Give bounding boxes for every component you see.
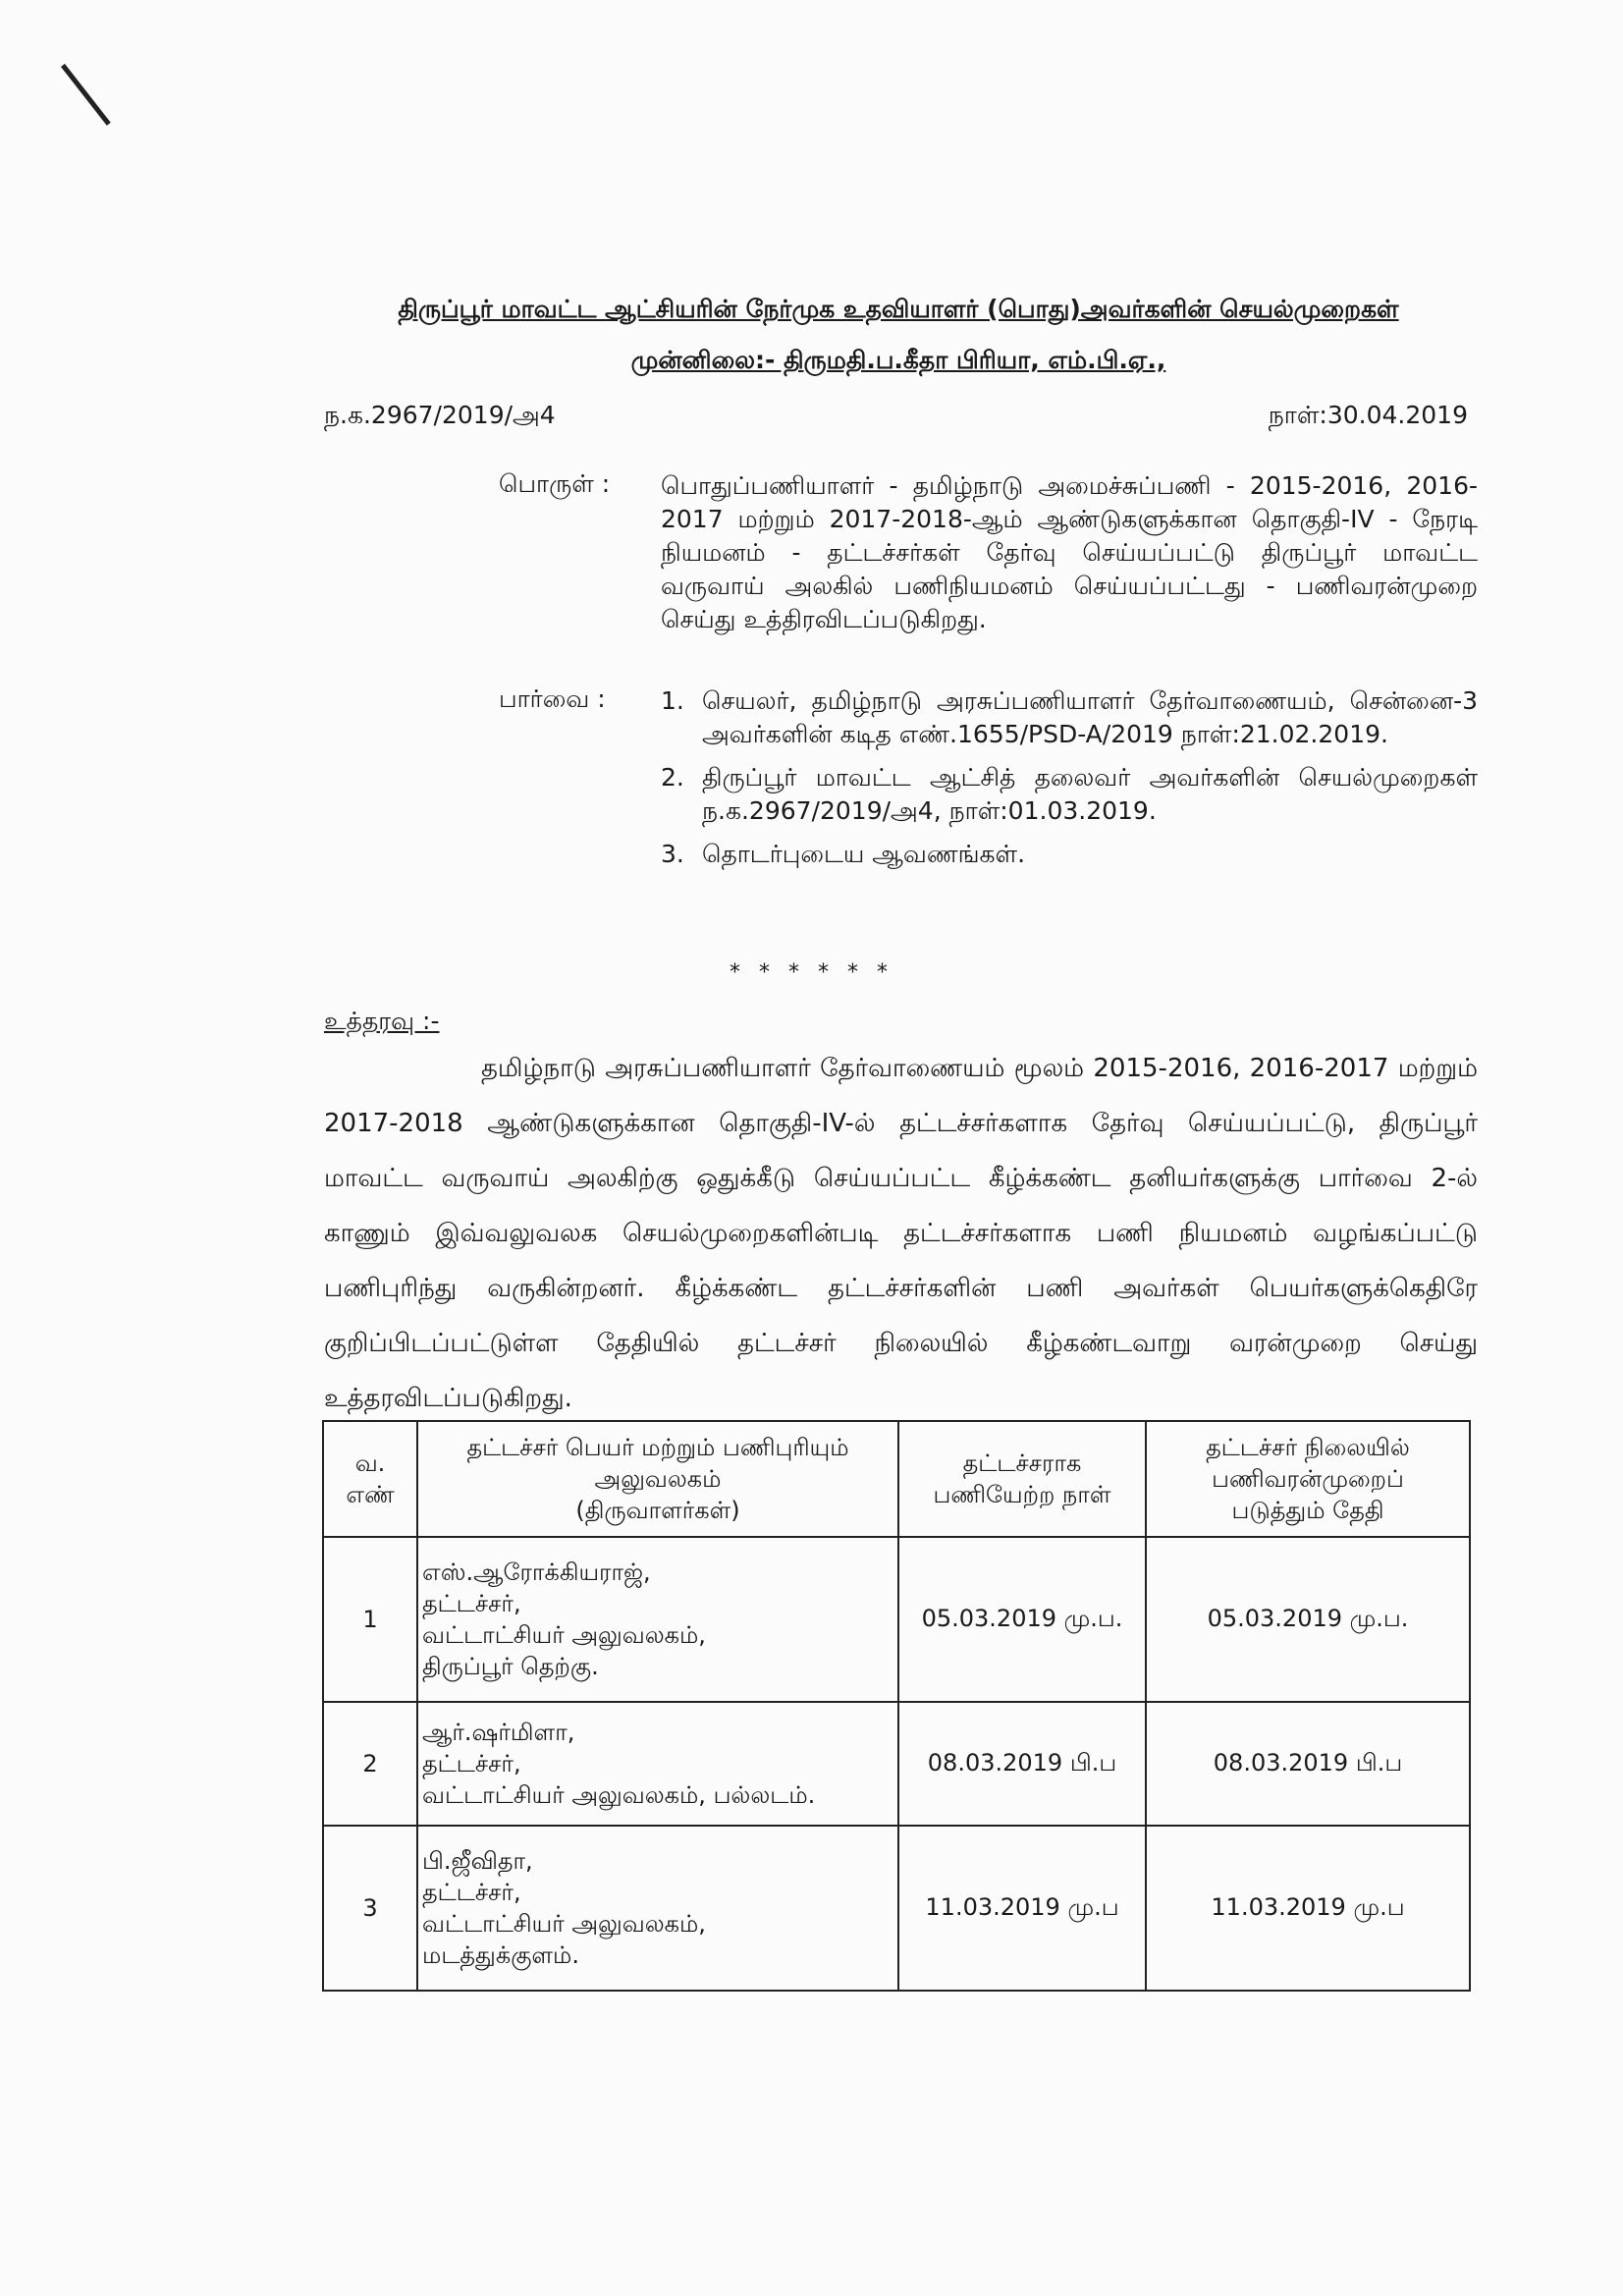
row-name xyxy=(417,1537,898,1702)
row-regularised-date: 11.03.2019 மு.ப xyxy=(1146,1826,1470,1991)
row-joined-date: 08.03.2019 பி.ப xyxy=(898,1702,1146,1826)
header-regularised-line: படுத்தும் தேதி xyxy=(1231,1497,1384,1524)
row-name xyxy=(417,1702,898,1826)
header-regularised-line: பணிவரன்முறைப் xyxy=(1212,1465,1404,1493)
order-heading: உத்தரவு :- xyxy=(324,1007,440,1035)
reference-number-2: 2. xyxy=(661,763,684,792)
table-row xyxy=(323,1702,1470,1826)
name-line: எஸ்.ஆரோக்கியராஜ், xyxy=(422,1558,651,1586)
name-line: வட்டாட்சியர் அலுவலகம், பல்லடம். xyxy=(422,1781,816,1809)
header-serial xyxy=(323,1421,417,1537)
row-serial: 1 xyxy=(323,1537,417,1702)
header-joined xyxy=(898,1421,1146,1537)
typist-table xyxy=(322,1420,1471,1992)
header-name-line: தட்டச்சர் பெயர் மற்றும் பணிபுரியும் xyxy=(466,1434,849,1461)
order-paragraph: தமிழ்நாடு அரசுப்பணியாளர் தேர்வாணையம் மூலம் 2015-2016, 2016-2017 மற்றும் 2017-2018 ஆண்டுகளுக்கான தொகுதி-IV-ல் தட்டச்சர்களாக தேர்வு செய்யப்பட்டு, திருப்பூர் மாவட்ட வருவாய் அலகிற்கு ஒதுக்கீடு செய்யப்பட்ட கீழ்க்கண்ட தனியர்களுக்கு பார்வை 2-ல் காணும் இவ்வலுவலக செயல்முறைகளின்படி தட்டச்சர்களாக பணி நியமனம் வழங்கப்பட்டு பணிபுரிந்து வருகின்றனர். கீழ்க்கண்ட தட்டச்சர்களின் பணி அவர்கள் பெயர்களுக்கெதிரே குறிப்பிடப்பட்டுள்ள தேதியில் தட்டச்சர் நிலையில் கீழ்கண்டவாறு வரன்முறை செய்து உத்தரவிடப்படுகிறது. xyxy=(324,1054,1478,1413)
reference-item xyxy=(661,761,1478,828)
subject-label: பொருள் : xyxy=(499,469,611,498)
name-line: ஆர்.ஷர்மிளா, xyxy=(422,1719,575,1746)
header-name-line: (திருவாளர்கள்) xyxy=(575,1497,740,1524)
document-date: நாள்:30.04.2019 xyxy=(1268,401,1468,429)
row-joined-date: 11.03.2019 மு.ப xyxy=(898,1826,1146,1991)
references-list xyxy=(661,684,1478,881)
name-line: வட்டாட்சியர் அலுவலகம், xyxy=(422,1910,706,1938)
reference-item xyxy=(661,838,1478,871)
header-joined-line: தட்டச்சராக xyxy=(962,1449,1082,1477)
header-name xyxy=(417,1421,898,1537)
row-serial: 3 xyxy=(323,1826,417,1991)
name-line: தட்டச்சர், xyxy=(422,1750,521,1777)
name-line: தட்டச்சர், xyxy=(422,1590,521,1617)
reference-item xyxy=(661,684,1478,751)
row-regularised-date: 05.03.2019 மு.ப. xyxy=(1146,1537,1470,1702)
references-label: பார்வை : xyxy=(499,684,606,713)
name-line: வட்டாட்சியர் அலுவலகம், xyxy=(422,1621,706,1649)
reference-text-1: செயலர், தமிழ்நாடு அரசுப்பணியாளர் தேர்வாணையம், சென்னை-3 அவர்களின் கடித எண்.1655/PSD-A/2019 நாள்:21.02.2019. xyxy=(702,686,1478,748)
header-name-line: அலுவலகம் xyxy=(594,1465,722,1493)
table-row xyxy=(323,1537,1470,1702)
pen-mark xyxy=(61,64,111,126)
row-regularised-date: 08.03.2019 பி.ப xyxy=(1146,1702,1470,1826)
header-regularised xyxy=(1146,1421,1470,1537)
separator-stars: * * * * * * xyxy=(730,960,893,985)
reference-text-3: தொடர்புடைய ஆவணங்கள். xyxy=(702,840,1026,868)
reference-number-3: 3. xyxy=(661,840,684,868)
reference-text-2: திருப்பூர் மாவட்ட ஆட்சித் தலைவர் அவர்களின் செயல்முறைகள் ந.க.2967/2019/அ4, நாள்:01.03.2019. xyxy=(702,763,1478,825)
header-serial-line: வ. xyxy=(354,1449,386,1477)
header-serial-line: எண் xyxy=(346,1481,395,1508)
row-name xyxy=(417,1826,898,1991)
table-row xyxy=(323,1826,1470,1991)
name-line: திருப்பூர் தெற்கு. xyxy=(422,1653,599,1680)
name-line: மடத்துக்குளம். xyxy=(422,1941,579,1969)
header-regularised-line: தட்டச்சர் நிலையில் xyxy=(1206,1434,1410,1461)
document-title: திருப்பூர் மாவட்ட ஆட்சியரின் நேர்முக உதவியாளர் (பொது)அவர்களின் செயல்முறைகள் xyxy=(398,295,1399,323)
name-line: பி.ஜீவிதா, xyxy=(422,1847,533,1875)
subject-text: பொதுப்பணியாளர் - தமிழ்நாடு அமைச்சுப்பணி - 2015-2016, 2016-2017 மற்றும் 2017-2018-ஆம் ஆண்டுகளுக்கான தொகுதி-IV - நேரடி நியமனம் - தட்டச்சர்கள் தேர்வு செய்யப்பட்டு திருப்பூர் மாவட்ட வருவாய் அலகில் பணிநியமனம் செய்யப்பட்டது - பணிவரன்முறை செய்து உத்திரவிடப்படுகிறது. xyxy=(661,471,1478,633)
reference-number-1: 1. xyxy=(661,686,684,715)
header-joined-line: பணியேற்ற நாள் xyxy=(933,1481,1111,1508)
presence-line: முன்னிலை:- திருமதி.ப.கீதா பிரியா, எம்.பி.ஏ., xyxy=(630,346,1166,374)
reference-number: ந.க.2967/2019/அ4 xyxy=(324,401,556,429)
name-line: தட்டச்சர், xyxy=(422,1879,521,1906)
table-header-row xyxy=(323,1421,1470,1537)
row-joined-date: 05.03.2019 மு.ப. xyxy=(898,1537,1146,1702)
row-serial: 2 xyxy=(323,1702,417,1826)
